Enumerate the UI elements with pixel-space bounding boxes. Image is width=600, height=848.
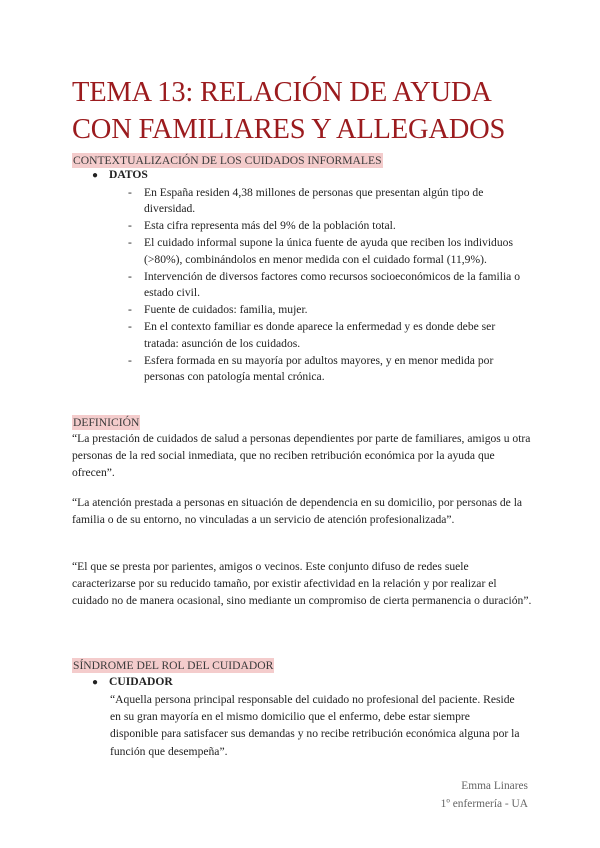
dash-icon: - (128, 269, 132, 283)
dash-icon: - (128, 186, 132, 199)
list-item: - El cuidado informal supone la única fuente de ayuda que reciben los individuos (>80%), combinándolos en menor medida con el cuidado formal (11,9%). (128, 236, 513, 266)
bullet-cuidador (92, 674, 173, 689)
section-heading-contextualizacion: CONTEXTUALIZACIÓN DE LOS CUIDADOS INFORMALES (73, 154, 382, 167)
page-title (72, 74, 542, 148)
dash-icon: - (128, 320, 132, 334)
list-item: - Fuente de cuidados: familia, mujer. (128, 302, 528, 318)
bullet-dot-icon: ● (92, 677, 99, 688)
definition-paragraph-3: “El que se presta por parientes, amigos o vecinos. Este conjunto difuso de redes suele caracterizarse por su reducido tamaño, por existir afectividad en la relación y por realizar el cuidado no de manera ocasional, sino mediante un compromiso de cierta permanencia o duración”. (72, 560, 532, 608)
title-line-2: CON FAMILIARES Y ALLEGADOS (72, 114, 506, 145)
dash-icon: - (128, 303, 132, 317)
list-item: - Intervención de diversos factores como recursos socioeconómicos de la familia o estado civil. (128, 269, 521, 300)
definition-paragraph-1: “La prestación de cuidados de salud a personas dependientes por parte de familiares, amigos u otra personas de la red social inmediata, que no reciben retribución económica por la ayuda que ofrecen”. (72, 432, 531, 480)
list-item: - En España residen 4,38 millones de personas que presentan algún tipo de diversidad. (128, 186, 484, 216)
section-heading-definicion: DEFINICIÓN (73, 416, 140, 429)
list-item: - Esfera formada en su mayoría por adultos mayores, y en menor medida por personas con patología mental crónica. (128, 353, 494, 384)
footer-author: Emma Linares (461, 780, 528, 792)
dash-icon: - (128, 353, 132, 367)
cuidador-definition: “Aquella persona principal responsable del cuidado no profesional del paciente. Reside en su gran mayoría en el mismo domicilio que el enfermo, debe estar siempre disponible para satisfacer sus demandas y no recibe retribución económica alguna por la función que desempeña”. (110, 693, 520, 758)
title-line-1: TEMA 13: RELACIÓN DE AYUDA (72, 77, 492, 108)
section-heading-sindrome: SÍNDROME DEL ROL DEL CUIDADOR (73, 659, 274, 672)
definition-paragraph-2: “La atención prestada a personas en situación de dependencia en su domicilio, por personas de la familia o de su entorno, no vinculadas a un servicio de atención profesionalizada”. (72, 496, 523, 527)
bullet-label-cuidador: CUIDADOR (109, 675, 173, 688)
datos-list (128, 185, 528, 386)
list-item: - En el contexto familiar es donde aparece la enfermedad y es donde debe ser tratada: asunción de los cuidados. (128, 320, 496, 350)
list-item: - Esta cifra representa más del 9% de la población total. (128, 218, 528, 234)
footer-course: 1º enfermería - UA (440, 798, 528, 810)
bullet-label-datos: DATOS (109, 168, 148, 181)
bullet-dot-icon: ● (92, 170, 99, 181)
dash-icon: - (128, 219, 132, 233)
dash-icon: - (128, 236, 132, 250)
bullet-datos (92, 167, 148, 182)
